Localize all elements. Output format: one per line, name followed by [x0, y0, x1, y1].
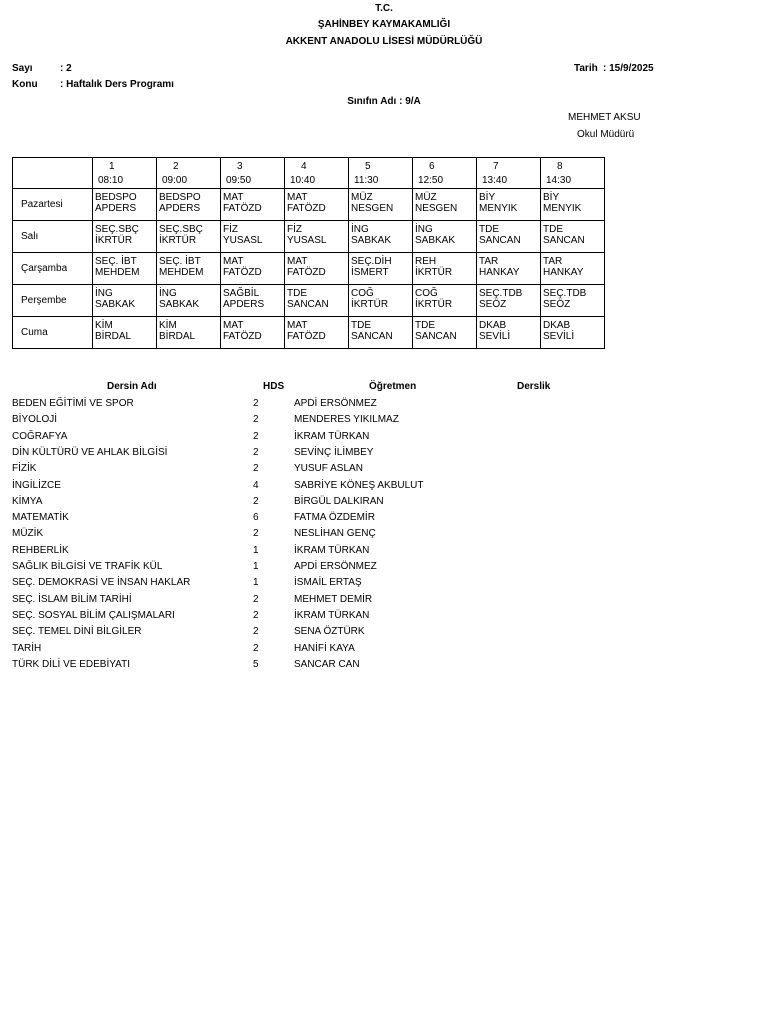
lesson-code: TDE [415, 320, 435, 331]
teacher-code: FATÖZD [287, 203, 326, 214]
period-time: 09:00 [162, 175, 188, 186]
lesson-cell [221, 221, 285, 253]
teacher-code: MEHDEM [95, 267, 140, 278]
teacher-code: SANCAN [479, 235, 521, 246]
teacher-code: SABKAK [351, 235, 392, 246]
subject-hds: 4 [253, 479, 259, 491]
lesson-cell [541, 253, 605, 285]
subject-teacher: BİRGÜL DALKIRAN [294, 495, 384, 507]
col-header-hds: HDS [263, 381, 285, 392]
subject-row [12, 577, 612, 593]
teacher-code: SEVİLİ [543, 331, 575, 342]
principal-title: Okul Müdürü [577, 129, 635, 140]
subject-row [12, 561, 612, 577]
subject-teacher: MENDERES YIKILMAZ [294, 414, 399, 426]
lesson-code: SEÇ.SBÇ [159, 224, 203, 235]
subject-teacher: SANCAR CAN [294, 658, 360, 670]
period-header [413, 158, 477, 189]
lesson-code: TDE [351, 320, 371, 331]
period-number: 5 [365, 161, 371, 172]
subject-teacher: İKRAM TÜRKAN [294, 430, 370, 442]
period-number: 4 [301, 161, 307, 172]
lesson-code: SEÇ. İBT [159, 256, 201, 267]
teacher-code: İKRTÜR [415, 267, 453, 278]
lesson-cell [349, 285, 413, 317]
lesson-code: DKAB [479, 320, 507, 331]
subject-row [12, 545, 612, 561]
teacher-code: İKRTÜR [159, 235, 197, 246]
lesson-cell [413, 221, 477, 253]
teacher-code: YUSASL [287, 235, 327, 246]
subject-name: SAĞLIK BİLGİSİ VE TRAFİK KÜL [12, 561, 163, 572]
subject-hds: 1 [253, 544, 259, 556]
teacher-code: SEÖZ [543, 299, 571, 310]
teacher-code: HANKAY [479, 267, 520, 278]
lesson-cell [541, 317, 605, 349]
teacher-code: HANKAY [543, 267, 584, 278]
subject-hds: 1 [253, 577, 259, 589]
lesson-cell [477, 285, 541, 317]
konu-value: : Haftalık Ders Programı [60, 79, 174, 90]
lesson-code: TAR [543, 256, 563, 267]
lesson-code: MAT [223, 256, 244, 267]
period-number: 8 [557, 161, 563, 172]
lesson-cell [157, 317, 221, 349]
lesson-cell [413, 253, 477, 285]
teacher-code: İSMERT [351, 267, 389, 278]
lesson-code: BEDSPO [159, 192, 201, 203]
lesson-cell [285, 221, 349, 253]
tarih-label: Tarih [574, 63, 598, 74]
subject-name: SEÇ. İSLAM BİLİM TARİHİ [12, 593, 132, 605]
subject-hds: 2 [253, 626, 259, 638]
subject-teacher: SENA ÖZTÜRK [294, 626, 365, 638]
subject-hds: 2 [253, 642, 259, 654]
subject-row [12, 626, 612, 642]
lesson-code: TDE [479, 224, 499, 235]
header-kaymakamlik: ŞAHİNBEY KAYMAKAMLIĞI [317, 19, 451, 30]
class-name: Sınıfın Adı : 9/A [347, 96, 421, 107]
weekly-schedule-table [12, 157, 605, 349]
period-number: 2 [173, 161, 179, 172]
subject-hds: 2 [253, 593, 259, 605]
period-header [157, 158, 221, 189]
lesson-code: SEÇ.TDB [479, 288, 523, 299]
subject-row [12, 610, 612, 626]
lesson-code: COĞ [415, 288, 438, 299]
subject-name: BEDEN EĞİTİMİ VE SPOR [12, 398, 134, 409]
subject-hds: 5 [253, 658, 259, 670]
schedule-day-row [13, 253, 605, 285]
lesson-code: SEÇ.SBÇ [95, 224, 139, 235]
col-header-teacher: Öğretmen [369, 381, 417, 392]
sayi-label: Sayı [12, 63, 33, 74]
subject-teacher: MEHMET DEMİR [294, 593, 373, 605]
subject-name: SEÇ. DEMOKRASİ VE İNSAN HAKLAR [12, 577, 191, 589]
lesson-code: DKAB [543, 320, 571, 331]
lesson-code: REH [415, 256, 437, 267]
period-time: 08:10 [98, 175, 124, 186]
lesson-code: BİY [479, 192, 496, 203]
konu-label: Konu [12, 79, 38, 90]
lesson-cell [349, 253, 413, 285]
subject-name: KİMYA [12, 495, 43, 507]
lesson-code: SAĞBİL [223, 288, 260, 299]
subject-teacher: SEVİNÇ İLİMBEY [294, 446, 374, 458]
schedule-day-row [13, 317, 605, 349]
subject-row [12, 643, 612, 659]
lesson-code: BEDSPO [95, 192, 137, 203]
subject-row [12, 659, 612, 675]
subject-name: SEÇ. SOSYAL BİLİM ÇALIŞMALARI [12, 609, 175, 621]
lesson-cell [349, 189, 413, 221]
lesson-code: BİY [543, 192, 560, 203]
subject-teacher: İKRAM TÜRKAN [294, 609, 370, 621]
period-time: 11:30 [354, 175, 379, 186]
lesson-cell [285, 285, 349, 317]
day-name: Cuma [13, 317, 93, 349]
teacher-code: SANCAN [351, 331, 393, 342]
lesson-code: MAT [223, 192, 244, 203]
schedule-day-row [13, 221, 605, 253]
lesson-code: MÜZ [351, 192, 373, 203]
subject-teacher: YUSUF ASLAN [294, 463, 363, 475]
lesson-cell [157, 221, 221, 253]
lesson-code: SEÇ.TDB [543, 288, 587, 299]
subject-name: İNGİLİZCE [12, 479, 61, 491]
teacher-code: MENYIK [543, 203, 582, 214]
teacher-code: FATÖZD [223, 203, 262, 214]
subject-row [12, 528, 612, 544]
lesson-cell [157, 253, 221, 285]
lesson-code: MAT [287, 320, 308, 331]
teacher-code: SANCAN [543, 235, 585, 246]
lesson-cell [541, 285, 605, 317]
period-time: 10:40 [290, 175, 316, 186]
period-header [93, 158, 157, 189]
subject-row [12, 431, 612, 447]
teacher-code: BİRDAL [159, 331, 196, 342]
schedule-day-row [13, 189, 605, 221]
subject-teacher: NESLİHAN GENÇ [294, 528, 376, 540]
lesson-cell [221, 253, 285, 285]
lesson-cell [221, 285, 285, 317]
subject-teacher: FATMA ÖZDEMİR [294, 512, 375, 524]
lesson-cell [221, 317, 285, 349]
teacher-code: MEHDEM [159, 267, 204, 278]
teacher-code: APDERS [159, 203, 201, 214]
subject-name: DİN KÜLTÜRÜ VE AHLAK BİLGİSİ [12, 446, 168, 458]
period-header [349, 158, 413, 189]
teacher-code: SANCAN [415, 331, 457, 342]
header-tc: T.C. [375, 3, 393, 14]
teacher-code: SABKAK [95, 299, 136, 310]
period-number: 1 [109, 161, 115, 172]
day-name: Salı [13, 221, 93, 253]
teacher-code: NESGEN [415, 203, 458, 214]
lesson-cell [93, 221, 157, 253]
subject-hds: 1 [253, 561, 259, 572]
lesson-code: İNG [95, 288, 113, 299]
lesson-cell [157, 285, 221, 317]
subject-hds: 2 [253, 528, 259, 540]
subject-hds: 2 [253, 398, 259, 409]
principal-name: MEHMET AKSU [568, 112, 641, 123]
period-time: 14:30 [546, 175, 572, 186]
sayi-value: : 2 [60, 63, 72, 74]
lesson-code: MÜZ [415, 192, 437, 203]
teacher-code: İKRTÜR [95, 235, 133, 246]
teacher-code: SANCAN [287, 299, 329, 310]
lesson-code: SEÇ.DİH [351, 256, 392, 267]
subject-row [12, 463, 612, 479]
teacher-code: NESGEN [351, 203, 394, 214]
period-number: 6 [429, 161, 435, 172]
lesson-code: KİM [159, 320, 177, 331]
lesson-code: COĞ [351, 288, 374, 299]
lesson-cell [413, 189, 477, 221]
subject-row [12, 512, 612, 528]
schedule-corner-cell [13, 158, 93, 189]
period-number: 3 [237, 161, 243, 172]
teacher-code: İKRTÜR [415, 299, 453, 310]
lesson-code: İNG [415, 224, 433, 235]
teacher-code: APDERS [223, 299, 265, 310]
lesson-cell [349, 221, 413, 253]
period-header [221, 158, 285, 189]
subject-row [12, 414, 612, 430]
period-time: 09:50 [226, 175, 252, 186]
lesson-code: SEÇ. İBT [95, 256, 137, 267]
subject-name: COĞRAFYA [12, 430, 68, 442]
subject-name: SEÇ. TEMEL DİNİ BİLGİLER [12, 626, 142, 638]
subject-name: FİZİK [12, 463, 37, 475]
subject-name: TARİH [12, 642, 42, 654]
lesson-cell [477, 221, 541, 253]
teacher-code: SABKAK [159, 299, 200, 310]
subject-teacher: HANİFİ KAYA [294, 642, 355, 654]
lesson-code: KİM [95, 320, 113, 331]
teacher-code: SABKAK [415, 235, 456, 246]
header-school: AKKENT ANADOLU LİSESİ MÜDÜRLÜĞÜ [285, 36, 483, 47]
teacher-code: YUSASL [223, 235, 263, 246]
lesson-cell [349, 317, 413, 349]
period-header [285, 158, 349, 189]
lesson-cell [93, 189, 157, 221]
subject-hds: 2 [253, 414, 259, 426]
day-name: Çarşamba [13, 253, 93, 285]
teacher-code: APDERS [95, 203, 137, 214]
teacher-code: İKRTÜR [351, 299, 389, 310]
lesson-code: TDE [287, 288, 307, 299]
subject-hds: 2 [253, 495, 259, 507]
subject-teacher: APDİ ERSÖNMEZ [294, 398, 377, 409]
schedule-header-row [13, 158, 605, 189]
subject-row [12, 480, 612, 496]
period-time: 13:40 [482, 175, 508, 186]
period-time: 12:50 [418, 175, 444, 186]
lesson-code: MAT [287, 256, 308, 267]
lesson-code: TAR [479, 256, 499, 267]
subject-row [12, 447, 612, 463]
lesson-cell [477, 189, 541, 221]
subject-name: MÜZİK [12, 528, 44, 540]
tarih-value: : 15/9/2025 [603, 63, 654, 74]
lesson-cell [285, 253, 349, 285]
col-header-subject: Dersin Adı [107, 381, 157, 392]
schedule-day-row [13, 285, 605, 317]
lesson-cell [93, 253, 157, 285]
lesson-cell [413, 317, 477, 349]
period-number: 7 [493, 161, 499, 172]
lesson-cell [93, 317, 157, 349]
teacher-code: MENYIK [479, 203, 518, 214]
subject-teacher: SABRİYE KÖNEŞ AKBULUT [294, 479, 424, 491]
lesson-code: MAT [287, 192, 308, 203]
subject-row [12, 594, 612, 610]
lesson-cell [285, 189, 349, 221]
lesson-cell [157, 189, 221, 221]
lesson-code: MAT [223, 320, 244, 331]
subject-hds: 2 [253, 609, 259, 621]
subject-name: TÜRK DİLİ VE EDEBİYATI [12, 658, 130, 670]
col-header-room: Derslik [517, 381, 551, 392]
teacher-code: FATÖZD [223, 331, 262, 342]
subject-row [12, 398, 612, 414]
teacher-code: SEVİLİ [479, 331, 511, 342]
subject-hds: 2 [253, 446, 259, 458]
subject-row [12, 496, 612, 512]
lesson-cell [541, 221, 605, 253]
lesson-cell [221, 189, 285, 221]
day-name: Perşembe [13, 285, 93, 317]
teacher-code: FATÖZD [287, 267, 326, 278]
teacher-code: FATÖZD [223, 267, 262, 278]
lesson-code: İNG [159, 288, 177, 299]
lesson-code: FİZ [223, 224, 238, 235]
subject-name: BİYOLOJİ [12, 414, 58, 426]
subject-name: MATEMATİK [12, 512, 69, 524]
lesson-cell [413, 285, 477, 317]
subject-teacher: İKRAM TÜRKAN [294, 544, 370, 556]
subject-teacher: APDİ ERSÖNMEZ [294, 561, 377, 572]
subject-hds: 2 [253, 430, 259, 442]
lesson-code: FİZ [287, 224, 302, 235]
period-header [477, 158, 541, 189]
subject-hds: 2 [253, 463, 259, 475]
day-name: Pazartesi [13, 189, 93, 221]
subject-hds: 6 [253, 512, 259, 524]
subject-name: REHBERLİK [12, 544, 69, 556]
period-header [541, 158, 605, 189]
teacher-code: BİRDAL [95, 331, 132, 342]
subject-teacher: İSMAİL ERTAŞ [294, 577, 362, 589]
lesson-code: İNG [351, 224, 369, 235]
lesson-code: TDE [543, 224, 563, 235]
lesson-cell [477, 253, 541, 285]
lesson-cell [541, 189, 605, 221]
lesson-cell [477, 317, 541, 349]
lesson-cell [285, 317, 349, 349]
teacher-code: SEÖZ [479, 299, 507, 310]
lesson-cell [93, 285, 157, 317]
teacher-code: FATÖZD [287, 331, 326, 342]
